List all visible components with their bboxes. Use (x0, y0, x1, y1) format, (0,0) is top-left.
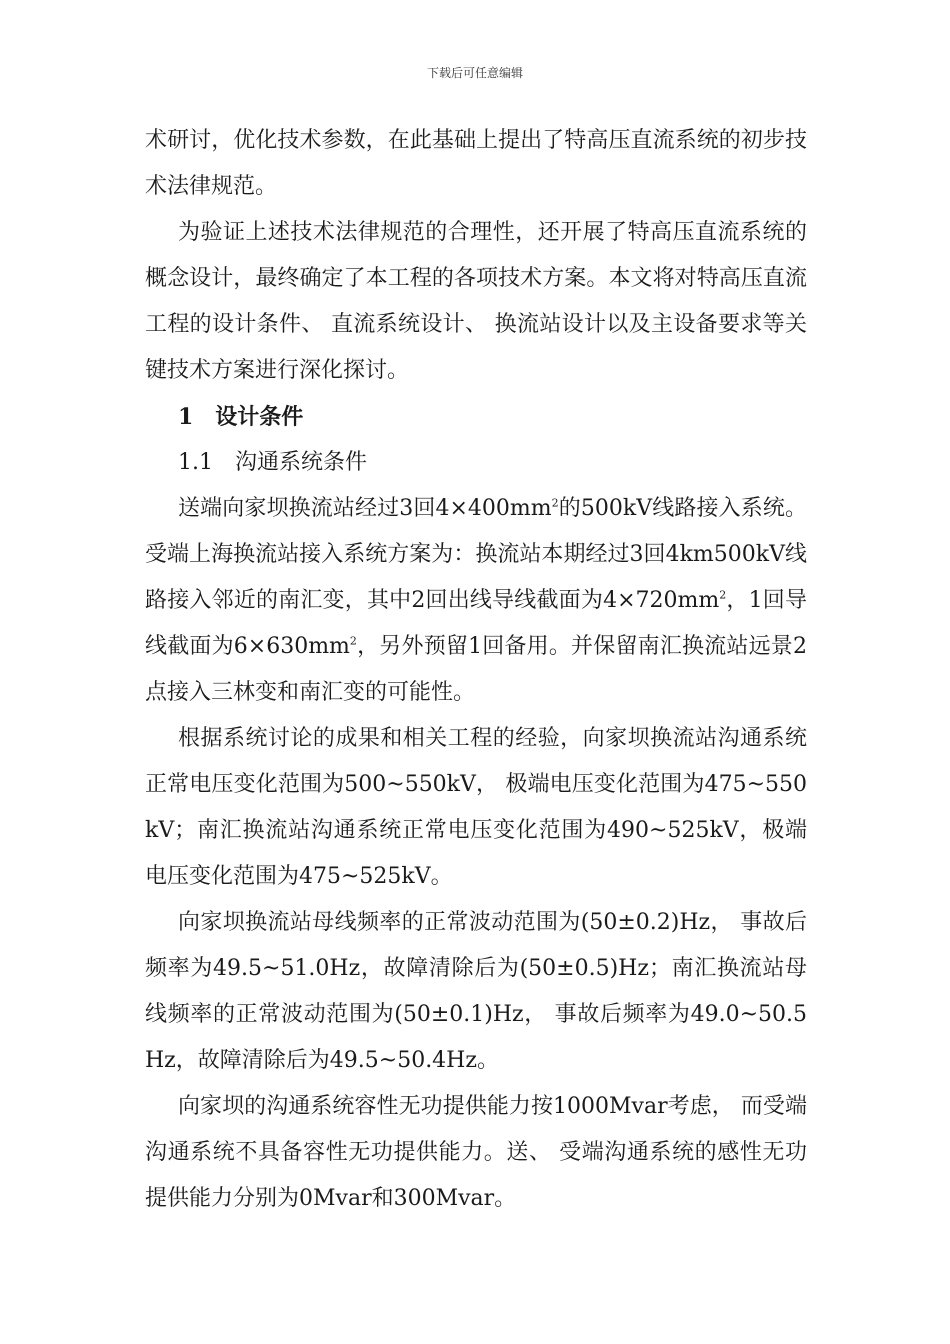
section-heading-design-conditions: 1 设计条件 (178, 404, 304, 430)
paragraph-voltage-range: 根据系统讨论的成果和相关工程的经验，向家坝换流站沟通系统正常电压变化范围为500~550kV， 极端电压变化范围为475~550kV；南汇换流站沟通系统正常电压变化范围为490~525kV，极端电压变化范围为475~525kV。 (145, 726, 807, 889)
text-segment: 的500kV线路接入系统。受端上海换流站接入系统方案为：换流站本期经过3回4km500kV线路接入邻近的南汇变，其中2回出线导线截面为4×720mm (145, 496, 807, 613)
text-segment: ，另外预留1回备用。并保留南汇换流站远景2点接入三林变和南汇变的可能性。 (145, 634, 807, 705)
text-segment: 送端向家坝换流站经过3回4×400mm (178, 496, 552, 521)
subsection-heading-ac-system: 1.1 沟通系统条件 (178, 450, 367, 475)
page-header-note: 下载后可任意编辑 (426, 66, 523, 80)
paragraph-ac-connection (145, 486, 807, 716)
paragraph-continuation: 术研讨，优化技术参数，在此基础上提出了特高压直流系统的初步技术法律规范。 (145, 128, 807, 199)
text-segment: ，1回导线截面为6×630mm (145, 588, 807, 659)
superscript: 2 (551, 496, 559, 510)
superscript: 2 (349, 634, 357, 648)
document-body (145, 118, 807, 1222)
paragraph-validation: 为验证上述技术法律规范的合理性，还开展了特高压直流系统的概念设计，最终确定了本工程的各项技术方案。本文将对特高压直流工程的设计条件、 直流系统设计、 换流站设计以及主设备要求等关键技术方案进行深化探讨。 (145, 220, 807, 383)
paragraph-reactive-power: 向家坝的沟通系统容性无功提供能力按1000Mvar考虑， 而受端沟通系统不具备容性无功提供能力。送、 受端沟通系统的感性无功提供能力分别为0Mvar和300Mvar。 (145, 1094, 807, 1211)
superscript: 2 (719, 588, 727, 602)
paragraph-frequency-range: 向家坝换流站母线频率的正常波动范围为(50±0.2)Hz， 事故后频率为49.5~51.0Hz，故障清除后为(50±0.5)Hz；南汇换流站母线频率的正常波动范围为(50±0.1)Hz， 事故后频率为49.0~50.5Hz，故障清除后为49.5~50.4Hz。 (145, 910, 807, 1073)
